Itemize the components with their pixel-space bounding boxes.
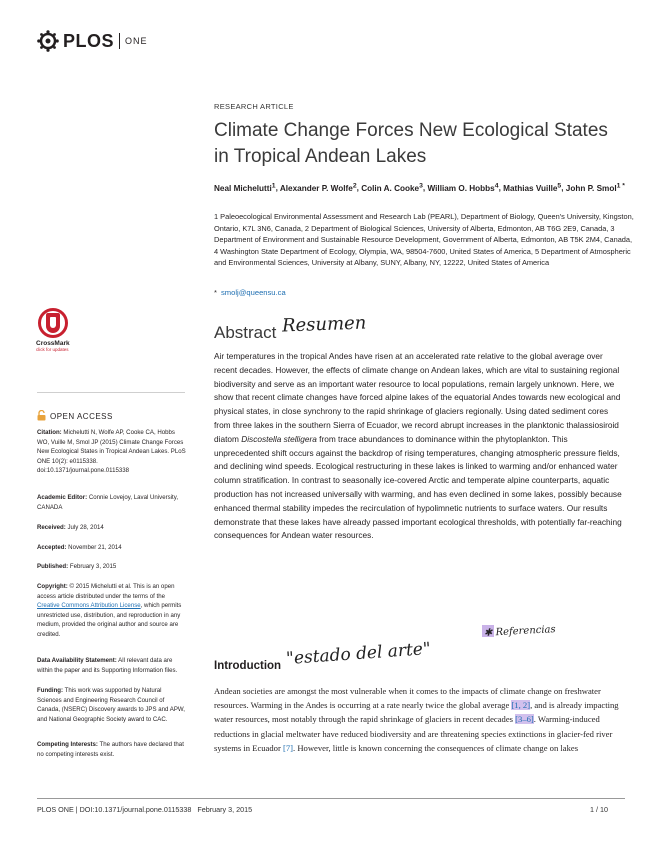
- abstract-heading: Abstract: [214, 323, 277, 342]
- citation-link[interactable]: [7]: [282, 742, 294, 753]
- logo-journal: ONE: [125, 36, 148, 46]
- logo-divider: [119, 33, 120, 49]
- plos-one-logo: [37, 30, 148, 52]
- funding-statement: Funding: This work was supported by Natural Sciences and Engineering Research Council of Canada, (NSERC) Discovery awards to JPS and APW, and National Geographic Society award to CAC.: [37, 687, 185, 723]
- abstract-text: Air temperatures in the tropical Andes have risen at an accelerated rate relative to the global average over recent decades. However, the effects of climate change on Andean lakes, which are vital to sustaining regional biodiversity and serve as an important water resource to local populations, remain largely unknown. Here, we show that recent climate changes have forced alpine lakes of the equatorial Andes towards new ecological and physical states, in close synchrony to the rapid shrinkage of glaciers regionally. Using dated sediment cores from three lakes in the southern Sierra of Ecuador, we record abrupt increases in the planktonic thalassiosiroid diatom Discostella stelligera from trace abundances to dominance within the phytoplankton. This unprecedented shift occurs against the backdrop of rising temperatures, changing atmospheric pressure fields, and declining wind speeds. Ecological restructuring in these lakes is linked to warming and/or enhanced water column stratification. In contrast to seasonally ice-covered Arctic and temperate alpine counterparts, aquatic production has not increased universally with warming, and has even declined in some lakes, possibly because enhanced thermal stability impedes the recirculation of hypolimnetic nutrients to surface waters. Our results demonstrate that these lakes have already passed important ecological thresholds, with potentially far-reaching consequences for Andean water resources.: [214, 351, 622, 541]
- article-title: Climate Change Forces New Ecological States in Tropical Andean Lakes: [214, 120, 608, 167]
- crossmark-badge[interactable]: [36, 308, 76, 352]
- received-date: Received: July 28, 2014: [37, 524, 104, 531]
- lock-icon: [37, 410, 46, 423]
- introduction-text: Andean societies are amongst the most vulnerable when it comes to the impacts of climate change on freshwater resources. Warming in the Andes is occurring at a rate nearly twice the global average [1, 2], and is already impacting water resources, most notably through the rapid shrinkage of glaciers in recent decades [3–6]. Warming-induced reductions in glacial meltwater have reduced biodiversity and are threatening species extinctions in glacier-fed river systems in Ecuador [7]. However, little is known concerning the consequences of climate change on lakes: [214, 686, 619, 753]
- crossmark-sub: click for updates: [36, 347, 69, 352]
- author[interactable]: Alexander P. Wolfe$^2$: [279, 182, 357, 193]
- handwritten-referencias: ✱ Referencias: [483, 624, 556, 639]
- footer-citation: PLOS ONE | DOI:10.1371/journal.pone.0115338 February 3, 2015: [37, 805, 253, 814]
- license-link[interactable]: Creative Commons Attribution License: [37, 602, 141, 610]
- sidebar-divider: [37, 392, 185, 393]
- article-type: RESEARCH ARTICLE: [214, 102, 294, 111]
- citation-link[interactable]: [1, 2]: [511, 700, 531, 711]
- email-link[interactable]: smolj@queensu.ca: [220, 288, 286, 297]
- corresponding-email[interactable]: [214, 288, 286, 297]
- handwritten-resumen: Resumen: [281, 312, 367, 337]
- author[interactable]: John P. Smol$^{1 *}$: [565, 182, 625, 193]
- plos-logo-icon: [37, 30, 59, 52]
- affiliations: 1 Paleoecological Environmental Assessment and Research Lab (PEARL), Department of Biology, Queen's University, Kingston, Ontario, K7L 3N6, Canada, 2 Department of Biological Sciences, University of Alberta, Edmonton, AB T6G 2E9, Canada, 3 Department of Environment and Sustainable Resource Development, Government of Alberta, Edmonton, AB T5K 2M4, Canada, 4 Washington State Department of Ecology, Olympia, WA, 98504-7600, United States of America, 5 Department of Atmospheric and Environmental Sciences, University at Albany, SUNY, Albany, NY, 12222, United States of America: [214, 212, 634, 267]
- handwritten-estado-del-arte: "estado del arte": [285, 638, 432, 670]
- species-name: Discostella stelligera: [241, 433, 317, 444]
- footer-divider: [37, 798, 625, 799]
- citation-block: Citation: Michelutti N, Wolfe AP, Cooke CA, Hobbs WO, Vuille M, Smol JP (2015) Climate Change Forces New Ecological States in Tropical Andean Lakes. PLoS ONE 10(2): e0115338. doi:10.1371/journal.pone.0115338: [37, 429, 186, 475]
- author[interactable]: Mathias Vuille$^5$: [503, 182, 562, 193]
- open-access-label: OPEN ACCESS: [37, 410, 113, 423]
- page-number: 1 / 10: [590, 805, 608, 814]
- accepted-date: Accepted: November 21, 2014: [37, 544, 122, 551]
- data-availability: Data Availability Statement: All relevant data are within the paper and its Supporting Information files.: [37, 657, 178, 674]
- published-date: Published: February 3, 2015: [37, 563, 117, 570]
- crossmark-icon: [38, 308, 68, 338]
- academic-editor: Academic Editor: Connie Lovejoy, Laval University, CANADA: [37, 494, 179, 511]
- copyright-block: Copyright: © 2015 Michelutti et al. This is an open access article distributed under the terms of the Creative Commons Attribution License, which permits unrestricted use, distribution, and reproduction in any medium, provided the original author and source are credited.: [37, 583, 182, 638]
- author-list: Neal Michelutti$^1$, Alexander P. Wolfe$^2$, Colin A. Cooke$^3$, William O. Hobbs$^4$, Mathias Vuille$^5$, John P. Smol$^{1 *}$: [214, 182, 625, 193]
- author[interactable]: William O. Hobbs$^4$: [427, 182, 499, 193]
- crossmark-label: CrossMark: [36, 340, 70, 347]
- author[interactable]: Colin A. Cooke$^3$: [361, 182, 423, 193]
- author[interactable]: Neal Michelutti$^1$: [214, 182, 276, 193]
- introduction-heading: Introduction: [214, 660, 282, 672]
- email-star: *: [214, 288, 217, 297]
- logo-word: PLOS: [63, 30, 115, 51]
- citation-link[interactable]: [3–6]: [515, 714, 534, 725]
- competing-interests: Competing Interests: The authors have declared that no competing interests exist.: [37, 741, 184, 758]
